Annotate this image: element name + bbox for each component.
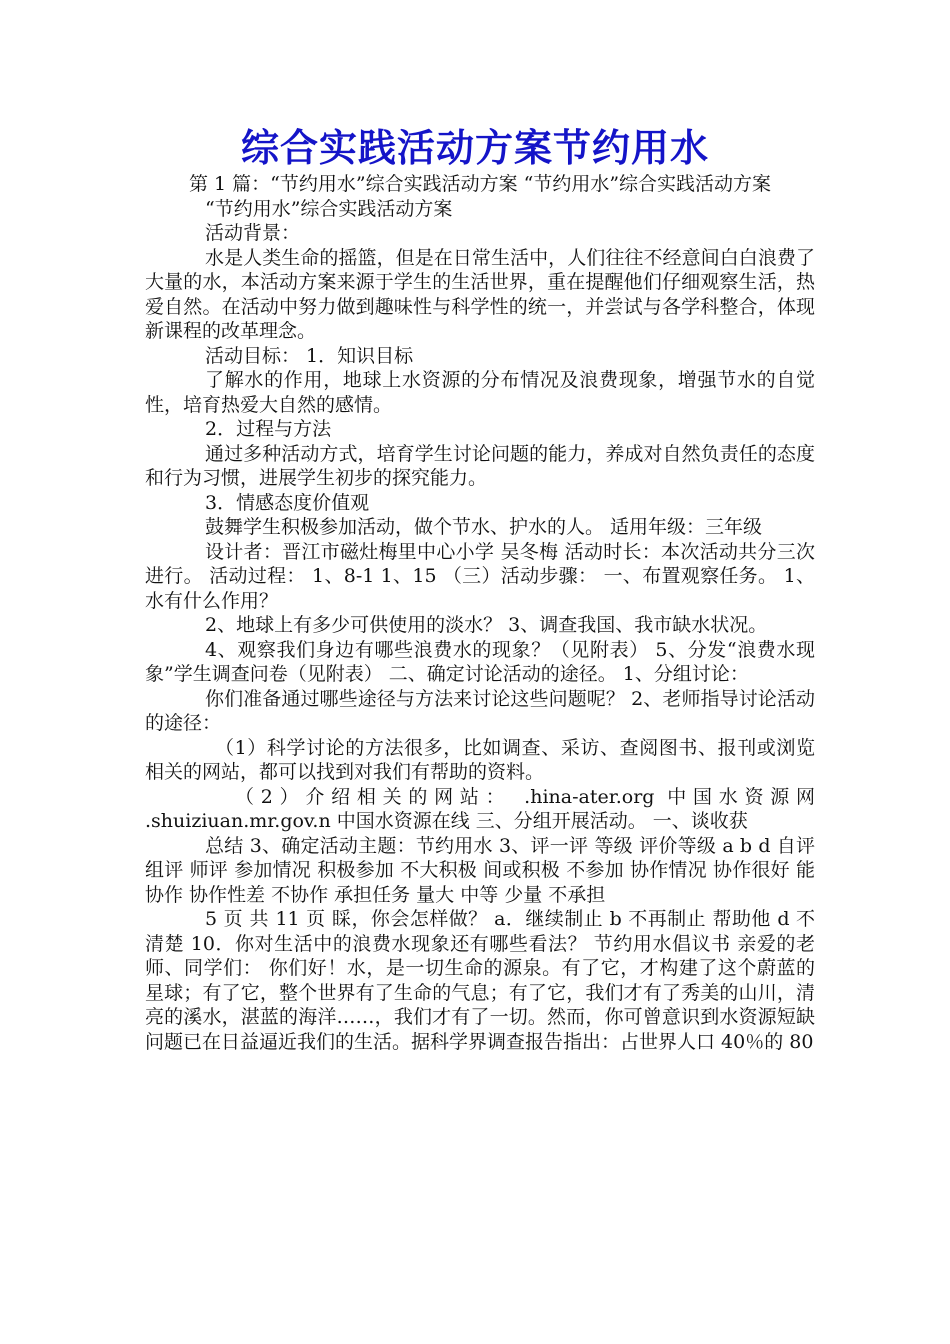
- paragraph-methods: 你们准备通过哪些途径与方法来讨论这些问题呢？ 2、老师指导讨论活动的途径：: [145, 687, 815, 734]
- paragraph-knowledge-goal: 了解水的作用，地球上水资源的分布情况及浪费现象，增强节水的自觉性，培育热爱大自然的感情。: [145, 369, 815, 416]
- paragraph-method-2: （2）介绍相关的网站： .hina-ater.org 中国水资源网 .shuiziuan.mr.gov.n 中国水资源在线 三、分组开展活动。 一、谈收获: [145, 785, 815, 832]
- paragraph-proposal: 5 页 共 11 页 睬，你会怎样做？ a．继续制止 b 不再制止 帮助他 d 不清楚 10．你对生活中的浪费水现象还有哪些看法？ 节约用水倡议书 亲爱的老师、同学们： 你们好！水，是一切生命的源泉。有了它，才构建了这个蔚蓝的星球；有了它，整个世界有了生命的气息；有了它，我们才有了秀美的山川，清亮的溪水，湛蓝的海洋……，我们才有了一切。然而，你可曾意识到水资源短缺问题已在日益逼近我们的生活。据科学界调查报告指出：占世界人口 40％的 80: [145, 908, 815, 1053]
- document-body: [145, 172, 815, 1054]
- paragraph-method-1: （1）科学讨论的方法很多，比如调查、采访、查阅图书、报刊或浏览相关的网站，都可以找到对我们有帮助的资料。: [145, 736, 815, 783]
- document-title: 综合实践活动方案节约用水: [240, 126, 709, 170]
- paragraph-summary: 总结 3、确定活动主题：节约用水 3、评一评 等级 评价等级 a b d 自评 组评 师评 参加情况 积极参加 不大积极 间或积极 不参加 协作情况 协作很好 能协作 协作性差 不协作 承担任务 量大 中等 少量 不承担: [145, 834, 815, 906]
- paragraph-step-2: 2、地球上有多少可供使用的淡水？ 3、调查我国、我市缺水状况。: [205, 614, 768, 636]
- paragraph-process-heading: 2．过程与方法: [205, 418, 332, 440]
- paragraph-attitude: 鼓舞学生积极参加活动，做个节水、护水的人。 适用年级：三年级: [205, 516, 763, 538]
- paragraph-designer: 设计者：晋江市磁灶梅里中心小学 吴冬梅 活动时长：本次活动共分三次进行。 活动过程： 1、8-1 1、15 （三）活动步骤： 一、布置观察任务。 1、水有什么作用？: [145, 540, 815, 612]
- paragraph-subtitle: “节约用水”综合实践活动方案: [205, 197, 453, 220]
- paragraph-background: 水是人类生命的摇篮，但是在日常生活中，人们往往不经意间白白浪费了大量的水，本活动方案来源于学生的生活世界，重在提醒他们仔细观察生活，热爱自然。在活动中努力做到趣味性与科学性的统一，并尝试与各学科整合，体现新课程的改革理念。: [145, 246, 815, 342]
- paragraph-background-heading: 活动背景：: [205, 222, 301, 244]
- paragraph-step-4: 4、观察我们身边有哪些浪费水的现象？（见附表） 5、分发“浪费水现象”学生调查问卷（见附表） 二、确定讨论活动的途径。 1、分组讨论：: [145, 638, 815, 685]
- paragraph-intro: 第 1 篇：“节约用水”综合实践活动方案 “节约用水”综合实践活动方案: [189, 173, 772, 195]
- paragraph-goals-heading: 活动目标： 1．知识目标: [205, 344, 414, 367]
- paragraph-process: 通过多种活动方式，培育学生讨论问题的能力，养成对自然负责任的态度和行为习惯，进展学生初步的探究能力。: [145, 442, 815, 489]
- paragraph-attitude-heading: 3．情感态度价值观: [205, 491, 370, 514]
